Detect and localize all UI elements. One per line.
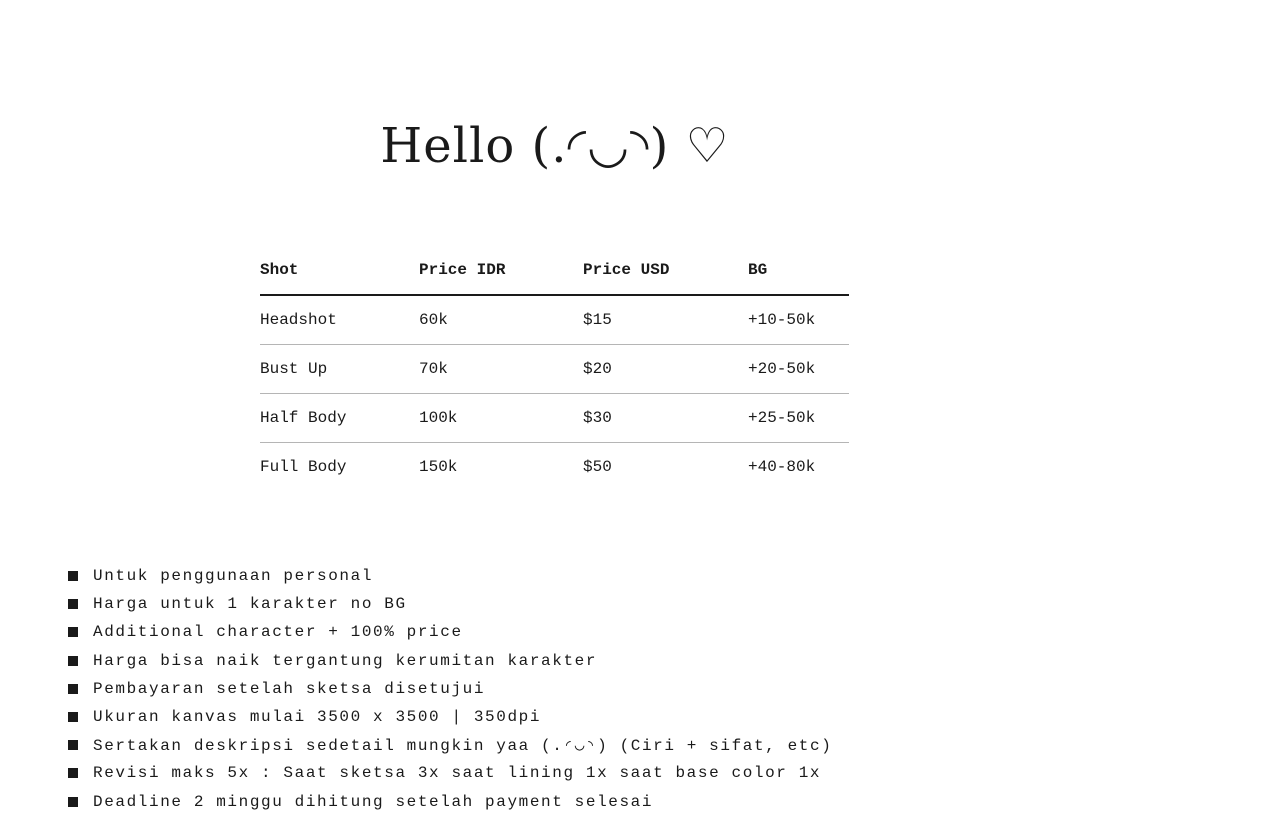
- cell-bg: +20-50k: [748, 345, 849, 394]
- square-bullet-icon: [68, 740, 78, 750]
- square-bullet-icon: [68, 768, 78, 778]
- cell-bg: +25-50k: [748, 394, 849, 443]
- table-row: [260, 443, 849, 492]
- square-bullet-icon: [68, 571, 78, 581]
- square-bullet-icon: [68, 656, 78, 666]
- list-item: [68, 731, 832, 759]
- list-item-text: Harga untuk 1 karakter no BG: [93, 595, 407, 614]
- cell-shot: Full Body: [260, 458, 347, 476]
- list-item-text: Pembayaran setelah sketsa disetujui: [93, 679, 486, 698]
- cell-shot: Bust Up: [260, 345, 419, 394]
- list-item: [68, 675, 832, 703]
- list-item-text: Sertakan deskripsi sedetail mungkin yaa (.◜◡◝) (Ciri + sifat, etc): [93, 737, 833, 756]
- cell-shot: Headshot: [260, 295, 419, 345]
- cell-price-usd: $30: [583, 394, 748, 443]
- list-item: [68, 562, 832, 590]
- list-item: [68, 590, 832, 618]
- square-bullet-icon: [68, 684, 78, 694]
- list-item: [68, 618, 832, 646]
- header-shot: Shot: [260, 246, 419, 295]
- cell-shot: Half Body: [260, 394, 419, 443]
- list-item-text: Deadline 2 minggu dihitung setelah payment selesai: [93, 792, 654, 811]
- cell-price-usd: $50: [583, 458, 612, 476]
- cell-price-idr: 100k: [419, 394, 583, 443]
- page-title: Hello (.◜◡◝) ♡: [380, 118, 730, 174]
- square-bullet-icon: [68, 797, 78, 807]
- list-item-text: Ukuran kanvas mulai 3500 x 3500 | 350dpi: [93, 708, 542, 727]
- table-header-row: [260, 246, 849, 295]
- cell-bg: +10-50k: [748, 295, 849, 345]
- cell-price-usd: $15: [583, 295, 748, 345]
- cell-price-idr: 70k: [419, 345, 583, 394]
- table-row: [260, 345, 849, 394]
- square-bullet-icon: [68, 627, 78, 637]
- table-row: [260, 295, 849, 345]
- list-item: [68, 759, 832, 787]
- list-item-text: Additional character + 100% price: [93, 623, 463, 642]
- list-item-text: Harga bisa naik tergantung kerumitan karakter: [93, 651, 598, 670]
- list-item-text: Revisi maks 5x : Saat sketsa 3x saat lining 1x saat base color 1x: [93, 764, 822, 783]
- cell-bg: +40-80k: [748, 458, 816, 476]
- list-item-text: Untuk penggunaan personal: [93, 567, 374, 586]
- list-item: [68, 703, 832, 731]
- header-bg: BG: [748, 246, 849, 295]
- cell-price-usd: $20: [583, 345, 748, 394]
- square-bullet-icon: [68, 712, 78, 722]
- square-bullet-icon: [68, 599, 78, 609]
- header-price-idr: Price IDR: [419, 246, 583, 295]
- list-item: [68, 788, 832, 816]
- terms-list: [68, 562, 832, 816]
- price-table: [260, 246, 849, 491]
- header-price-usd: Price USD: [583, 246, 748, 295]
- list-item: [68, 647, 832, 675]
- table-row: [260, 394, 849, 443]
- cell-price-idr: 60k: [419, 295, 583, 345]
- cell-price-idr: 150k: [419, 458, 458, 476]
